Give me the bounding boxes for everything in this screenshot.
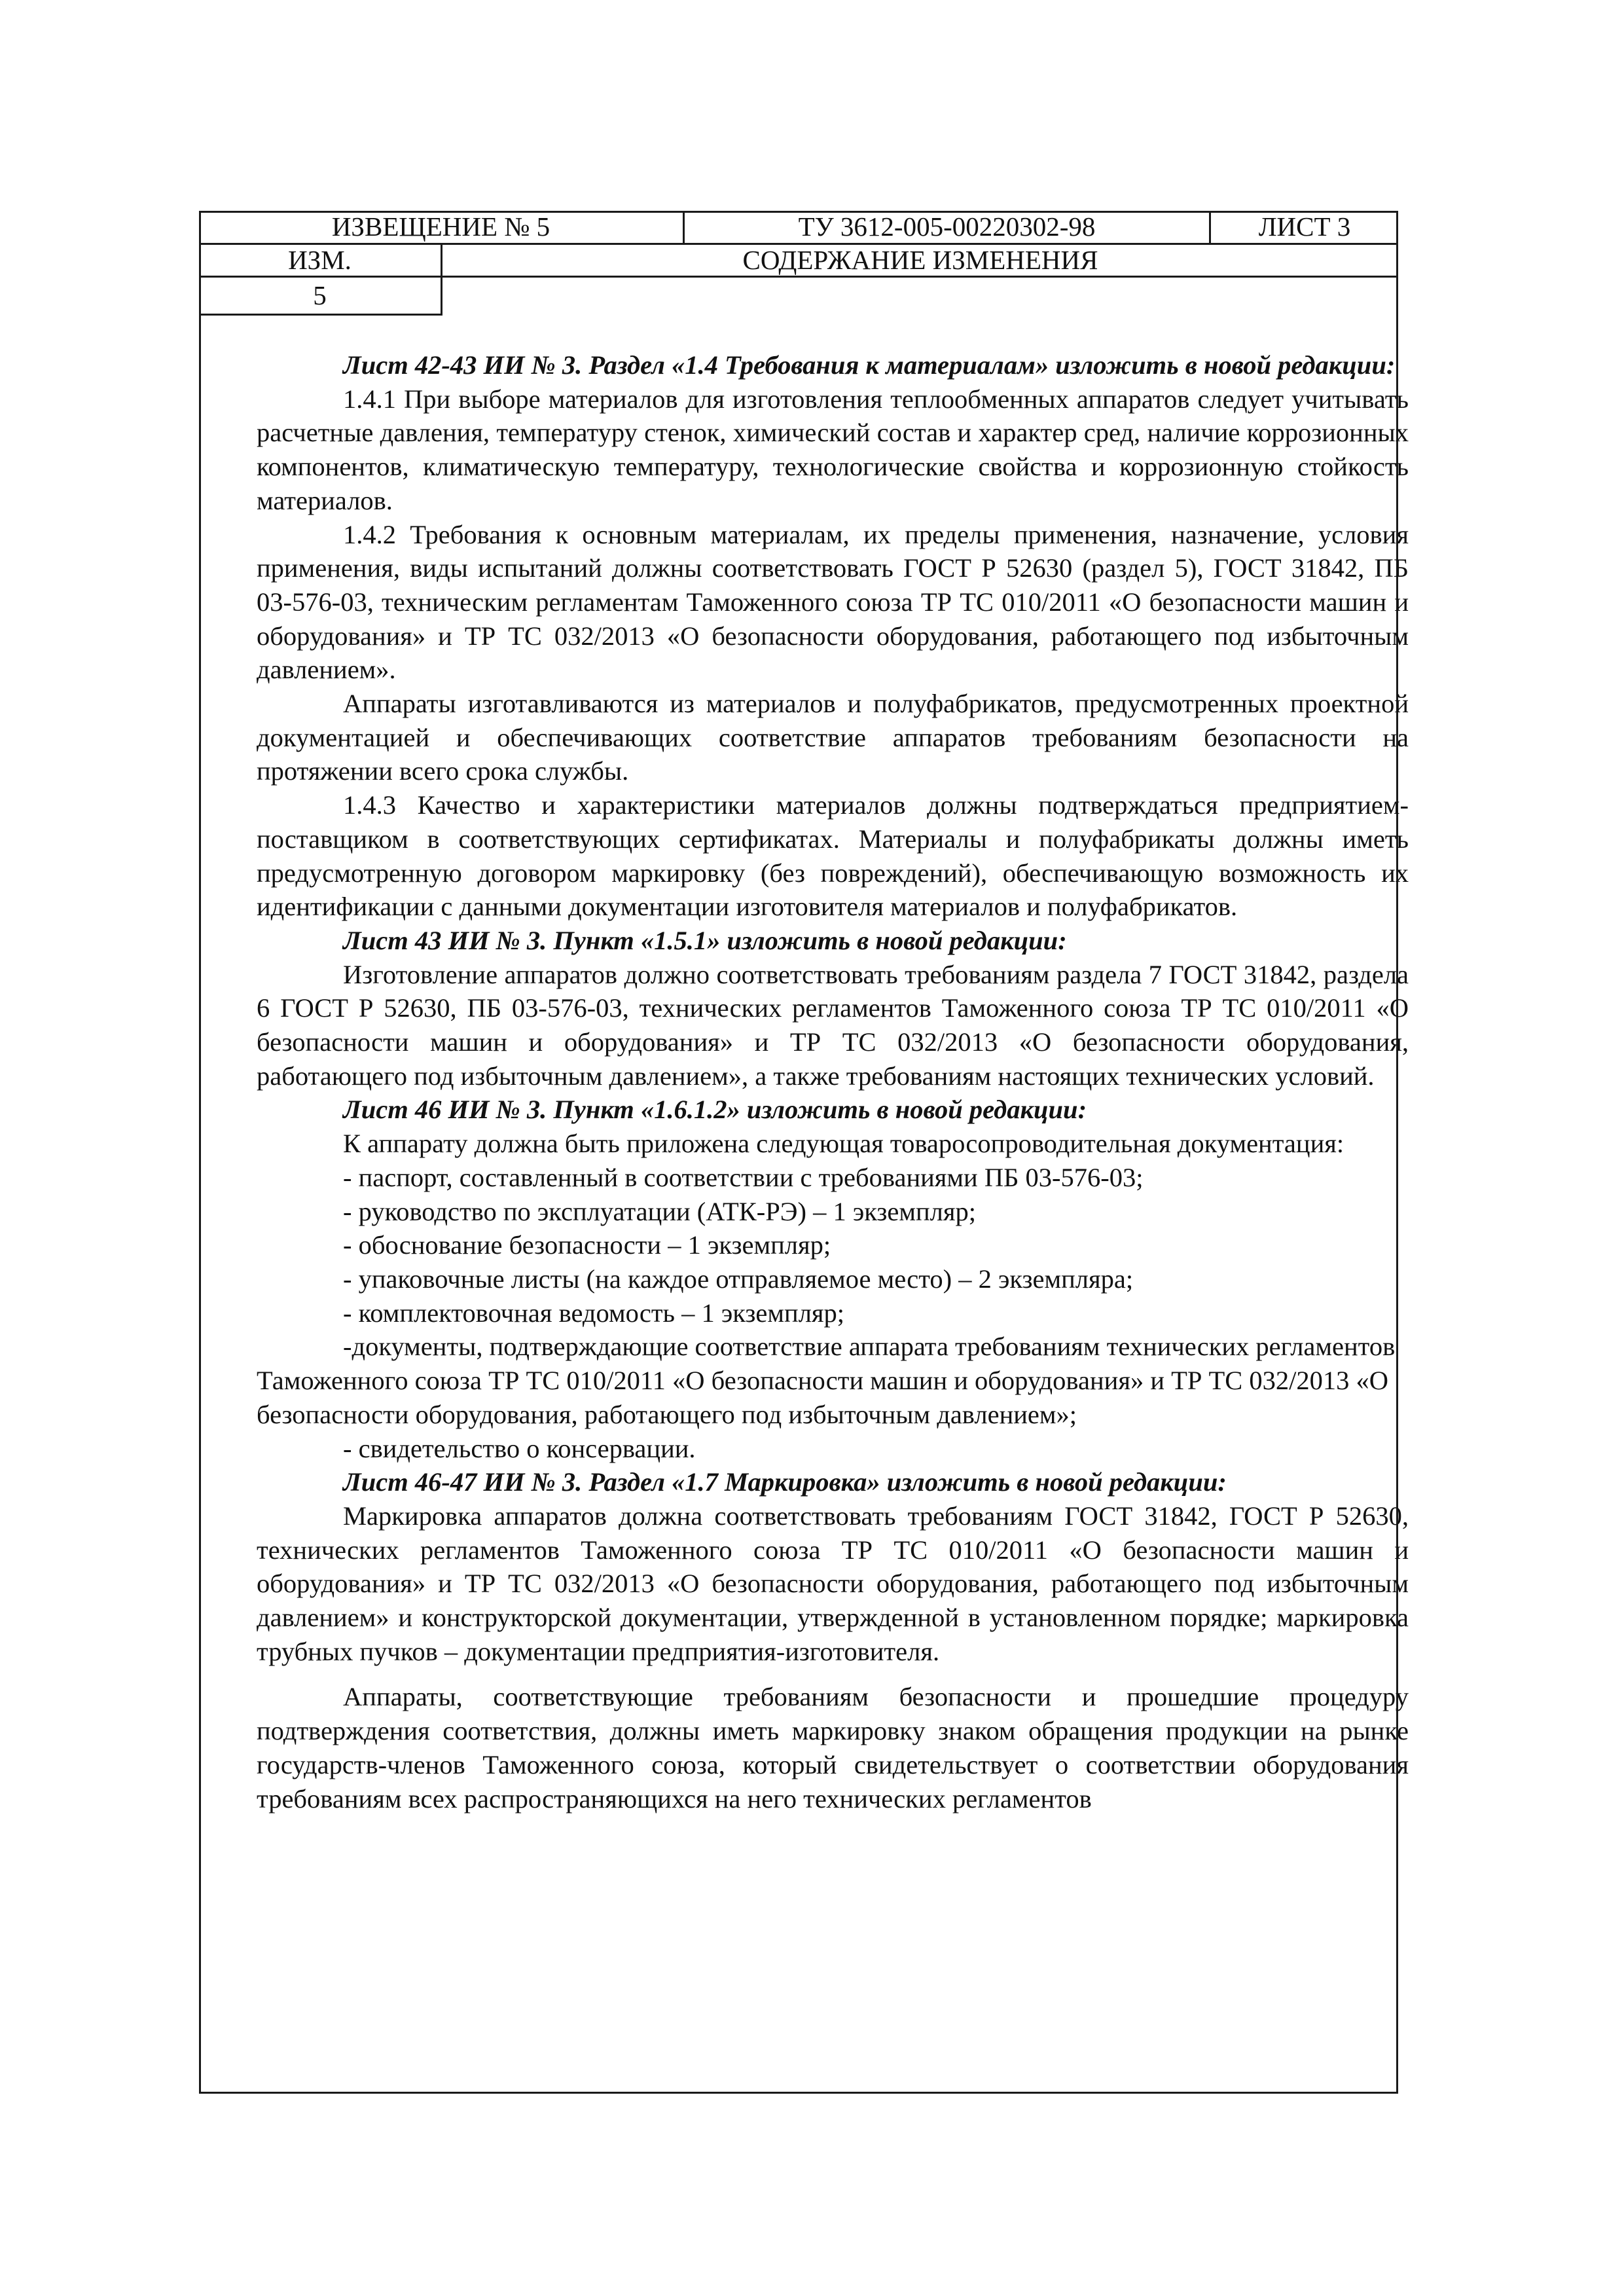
- izm-value: 5: [313, 280, 327, 310]
- sheet-cell: [1211, 211, 1398, 245]
- list-item: - упаковочные листы (на каждое отправляемое место) – 2 экземпляра;: [343, 1264, 1134, 1294]
- content-label: СОДЕРЖАНИЕ ИЗМЕНЕНИЯ: [742, 245, 1098, 275]
- izm-label: ИЗМ.: [288, 245, 352, 275]
- list-item: - свидетельство о консервации.: [343, 1433, 696, 1463]
- notice-number-cell: [199, 211, 685, 245]
- doc-code-cell: [685, 211, 1211, 245]
- section-heading-1-5-1: Лист 43 ИИ № 3. Пункт «1.5.1» изложить в новой редакции:: [343, 925, 1067, 955]
- paragraph-1-4-3: 1.4.3 Качество и характеристики материалов должны подтверждаться предприятием-поставщиком в соответствующих сертификатах. Материалы и полуфабрикаты должны иметь предусмотренную договором маркировку (без повреждений), обеспечивающую возможность их идентификации с данными документации изготовителя материалов и полуфабрикатов.: [257, 790, 1409, 922]
- change-content: [257, 348, 1409, 1815]
- list-item: - руководство по эксплуатации (АТК-РЭ) – 1 экземпляр;: [343, 1196, 976, 1226]
- izm-label-cell: [199, 245, 442, 278]
- paragraph-1-7-b: Аппараты, соответствующие требованиям безопасности и прошедшие процедуру подтверждения соответствия, должны иметь маркировку знаком обращения продукции на рынке государств-членов Таможенного союза, который свидетельствует о соответствии оборудования требованиям всех распространяющихся на него технических регламентов: [257, 1682, 1409, 1813]
- paragraph-1-6-1-2: К аппарату должна быть приложена следующая товаросопроводительная документация:: [343, 1129, 1344, 1159]
- paragraph-1-4-2: 1.4.2 Требования к основным материалам, их пределы применения, назначение, условия применения, виды испытаний должны соответствовать ГОСТ Р 52630 (раздел 5), ГОСТ 31842, ПБ 03-576-03, техническим регламентам Таможенного союза ТР ТС 010/2011 «О безопасности машин и оборудования» и ТР ТС 032/2013 «О безопасности оборудования, работающего под избыточным давлением».: [257, 519, 1409, 685]
- list-item: - обоснование безопасности – 1 экземпляр;: [343, 1230, 831, 1260]
- notice-number: ИЗВЕЩЕНИЕ № 5: [331, 211, 550, 242]
- list-item: -документы, подтверждающие соответствие аппарата требованиям технических регламентов Таможенного союза ТР ТС 010/2011 «О безопасности машин и оборудования» и ТР ТС 032/2013 «О безопасности оборудования, работающего под избыточным давлением»;: [257, 1332, 1396, 1429]
- sheet-number: ЛИСТ 3: [1258, 211, 1351, 242]
- list-item: - комплектовочная ведомость – 1 экземпляр;: [343, 1298, 845, 1328]
- paragraph-1-4-1: 1.4.1 При выборе материалов для изготовления теплообменных аппаратов следует учитывать расчетные давления, температуру стенок, химический состав и характер сред, наличие коррозионных компонентов, климатическую температуру, технологические свойства и коррозионную стойкость материалов.: [257, 384, 1409, 515]
- paragraph-1-5-1: Изготовление аппаратов должно соответствовать требованиям раздела 7 ГОСТ 31842, раздела 6 ГОСТ Р 52630, ПБ 03-576-03, технических регламентов Таможенного союза ТР ТС 010/2011 «О безопасности машин и оборудования» и ТР ТС 032/2013 «О безопасности оборудования, работающего под избыточным давлением», а также требованиям настоящих технических условий.: [257, 959, 1409, 1091]
- content-label-cell: [442, 245, 1398, 278]
- paragraph-1-4-2-cont: Аппараты изготавливаются из материалов и полуфабрикатов, предусмотренных проектной документацией и обеспечивающих соответствие аппаратов требованиям безопасности на протяжении всего срока службы.: [257, 689, 1409, 786]
- section-heading-1-6-1-2: Лист 46 ИИ № 3. Пункт «1.6.1.2» изложить в новой редакции:: [343, 1095, 1087, 1125]
- list-item: - паспорт, составленный в соответствии с требованиями ПБ 03-576-03;: [343, 1162, 1144, 1192]
- doc-code: ТУ 3612-005-00220302-98: [798, 211, 1096, 242]
- izm-value-cell: [199, 278, 442, 316]
- section-heading-1-7: Лист 46-47 ИИ № 3. Раздел «1.7 Маркировка» изложить в новой редакции:: [343, 1467, 1227, 1497]
- section-heading-1-4: Лист 42-43 ИИ № 3. Раздел «1.4 Требования к материалам» изложить в новой редакции:: [343, 350, 1396, 380]
- paragraph-1-7-a: Маркировка аппаратов должна соответствовать требованиям ГОСТ 31842, ГОСТ Р 52630, технических регламентов Таможенного союза ТР ТС 010/2011 «О безопасности машин и оборудования» и ТР ТС 032/2013 «О безопасности оборудования, работающего под избыточным давлением» и конструкторской документации, утвержденной в установленном порядке; маркировка трубных пучков – документации предприятия-изготовителя.: [257, 1501, 1409, 1666]
